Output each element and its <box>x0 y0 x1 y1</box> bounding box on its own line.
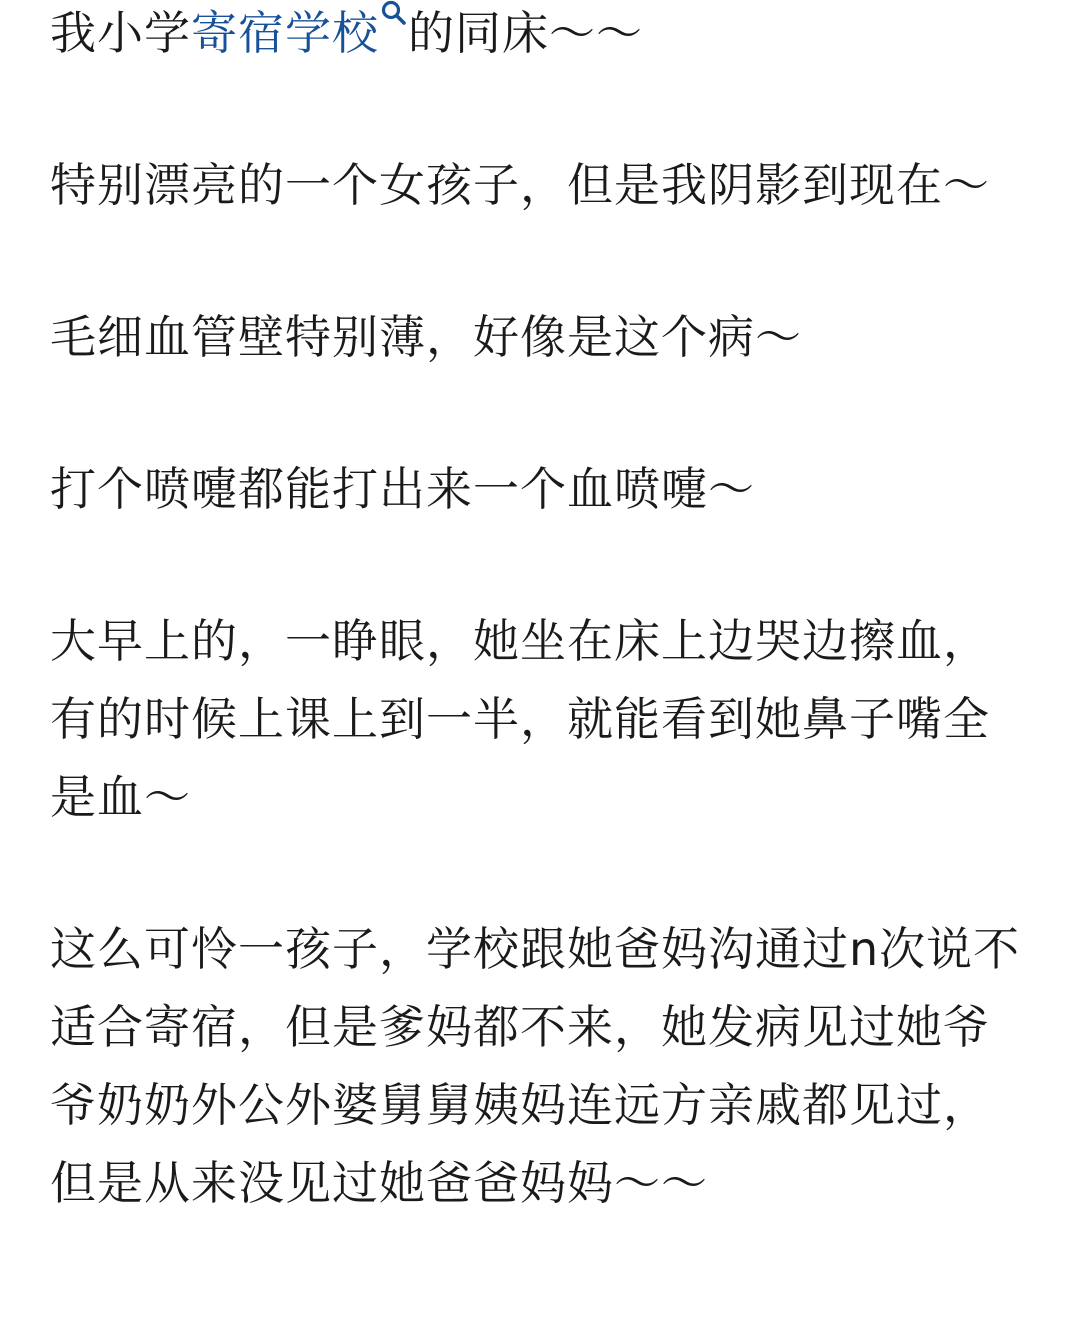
paragraph-5: 大早上的，一睁眼，她坐在床上边哭边擦血，有的时候上课上到一半，就能看到她鼻子嘴全是血～ <box>50 614 990 824</box>
keyword-link-boarding-school[interactable] <box>191 6 408 60</box>
paragraph-1-after: 的同床～～ <box>408 6 643 60</box>
paragraph-2: 特别漂亮的一个女孩子，但是我阴影到现在～ <box>50 158 990 212</box>
paragraph-1 <box>50 0 1035 72</box>
paragraph-4: 打个喷嚏都能打出来一个血喷嚏～ <box>50 462 755 516</box>
search-icon <box>380 0 408 27</box>
keyword-link-label: 寄宿学校 <box>191 6 379 60</box>
paragraph-3: 毛细血管壁特别薄，好像是这个病～ <box>50 310 802 364</box>
paragraph-6: 这么可怜一孩子，学校跟她爸妈沟通过n次说不适合寄宿，但是爹妈都不来，她发病见过她爷爷奶奶外公外婆舅舅姨妈连远方亲戚都见过，但是从来没见过她爸爸妈妈～～ <box>50 922 1021 1210</box>
post-body <box>50 0 1035 1296</box>
paragraph-1-before: 我小学 <box>50 6 191 60</box>
